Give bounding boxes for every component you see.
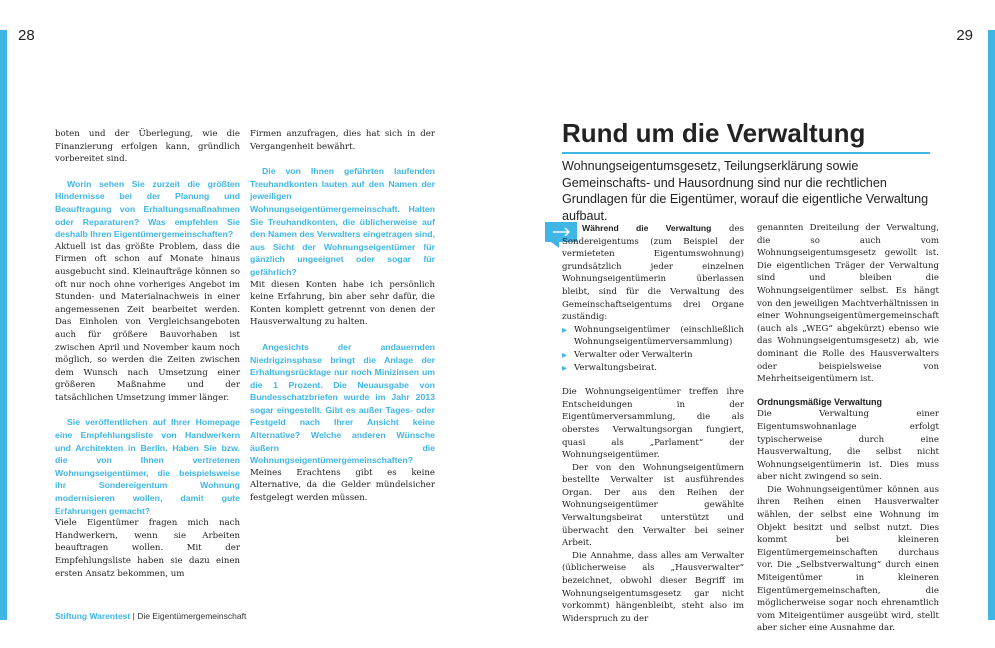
left-accent-bar xyxy=(0,30,7,620)
page-number-right: 29 xyxy=(956,27,973,44)
interview-question: Angesichts der andauernden Niedrigzinsphase bringt die Anlage der Erhaltungsrücklage nur noch Minizinsen um die 1 Prozent. Die Neuausgabe von Bundesschatzbriefen wurde im Jahr 2013 sogar eingestellt. Gibt es außer Tages- oder Festgeld nach Ihrer Ansicht keine Alternative? Welche anderen Wünsche äußern die Wohnungseigentümergemeinschaften? xyxy=(250,341,435,466)
paragraph xyxy=(562,222,744,324)
interview-question: Worin sehen Sie zurzeit die größten Hindernisse bei der Planung und Beauftragung von Erhaltungsmaßnahmen oder Reparaturen? Was empfehlen Sie deshalb Ihren Eigentümergemeinschaften? xyxy=(55,178,240,240)
paragraph: Die Annahme, dass alles am Verwalter (üblicherweise als „Hausverwalter“ bezeichnet, obwohl dieser Begriff im Wohnungseigentumsgesetz gar nicht vorkommt) hängenbleibt, steht also im Widerspruch zu der xyxy=(562,550,744,624)
left-page-column-1 xyxy=(55,128,240,580)
paragraph: Aktuell ist das größte Problem, dass die Firmen oft schon auf Monate hinaus ausgebucht sind. Kleinaufträge können so oft nur noch ohne vorheriges Angebot im Stunden- und Materialnachweis in einer angemessenen Zeit bearbeitet werden. Das Einholen von Vergleichsangeboten auch für größere Bauvorhaben ist zwischen April und November kaum noch möglich, so werden die Zeiten zwischen dem Wunsch nach Umsetzung einer größeren Maßnahme und der tatsächlichen Umsetzung immer länger. xyxy=(55,241,240,403)
paragraph: genannten Dreiteilung der Verwaltung, die so auch vom Wohnungseigentumsgesetz gewollt ist. Die eigentlichen Träger der Verwaltung sind und bleiben die Wohnungseigentümer selbst. Es hängt von den jeweiligen Machtverhältnissen in einer Wohnungseigentümergemeinschaft (auch als „WEG“ abgekürzt) ebenso wie das Wohnungseigentumsgesetz) ab, wie dominant die Rolle des Hausverwalters oder beispielsweise von Mehrheitseigentümern ist. xyxy=(757,223,939,385)
arrow-marker-tail xyxy=(551,242,559,248)
interview-question: Sie veröffentlichen auf Ihrer Homepage eine Empfehlungsliste von Handwerkern und Architekten in Berlin. Haben Sie bzw. die von Ihnen vertretenen Wohnungseigentümer, die beispielsweise ihr Sondereigentum Wohnung modernisieren wollen, damit gute Erfahrungen gemacht? xyxy=(55,417,240,516)
list-item: ▶ Verwaltungsbeirat. xyxy=(562,362,744,375)
paragraph: Meines Erachtens gibt es keine Alternative, da die Gelder mündelsicher festgelegt werden müssen. xyxy=(250,467,435,504)
right-accent-bar xyxy=(988,30,995,620)
paragraph: Die Wohnungseigentümer treffen ihre Entscheidungen in der Eigentümerversammlung, die als oberstes Verwaltungsorgan fungiert, quasi als „Parlament“ der Wohnungseigentümer. xyxy=(562,387,744,461)
list-item: ▶ Wohnungseigentümer (einschließlich Wohnungseigentümerversammlung) xyxy=(562,324,744,349)
organs-list xyxy=(562,324,744,374)
lead-in-phrase: Während die Verwaltung xyxy=(582,223,712,233)
chapter-title: Rund um die Verwaltung xyxy=(562,118,866,148)
chapter-lead: Wohnungseigentumsgesetz, Teilungserklärung sowie Gemeinschafts- und Hausordnung sind nur die rechtlichen Grundlagen für die Eigentümer, worauf die eigentliche Verwaltung aufbaut. xyxy=(562,159,929,223)
right-page-column-1 xyxy=(562,222,744,625)
paragraph-rest: des Sondereigentums (zum Beispiel der vermieteten Eigentumswohnung) grundsätzlich jeder einzelnen Wohnungseigentümerin überlassen bleibt, sind für die Verwaltung des Gemeinschaftseigentums drei Organe zuständig: xyxy=(562,224,744,323)
paragraph: Firmen anzufragen, dies hat sich in der Vergangenheit bewährt. xyxy=(250,129,435,152)
left-page-column-2 xyxy=(250,128,435,505)
list-item: ▶ Verwalter oder Verwalterin xyxy=(562,349,744,362)
footer-section: Die Eigentümergemeinschaft xyxy=(137,611,247,621)
paragraph: Der von den Wohnungseigentümern bestellte Verwalter ist ausführendes Organ. Der aus den Reihen der Wohnungseigentümer gewählte Verwaltungsbeirat unterstützt und überwacht den Verwalter bei seiner Arbeit. xyxy=(562,462,744,549)
paragraph: Die Verwaltung einer Eigentumswohnanlage erfolgt typischerweise durch eine Hausverwaltung, die selbst nicht Wohnungseigentümerin ist. Dies muss aber nicht zwingend so sein. xyxy=(757,409,939,483)
footer-brand: Stiftung Warentest xyxy=(55,611,131,621)
page-number-left: 28 xyxy=(18,27,35,44)
paragraph: boten und der Überlegung, wie die Finanzierung erfolgen kann, gründlich vorbereitet sind. xyxy=(55,129,240,165)
paragraph: Viele Eigentümer fragen mich nach Handwerkern, wenn sie Arbeiten beauftragen wollen. Mit der Empfehlungsliste haben sie dazu einen ersten Ansatz bekommen, um xyxy=(55,518,240,579)
title-underline xyxy=(562,152,930,154)
footer-separator: | xyxy=(130,611,138,621)
interview-question: Die von Ihnen geführten laufenden Treuhandkonten lauten auf den Namen der jeweiligen Wohnungseigentümergemeinschaft. Halten Sie Treuhandkonten, die üblicherweise auf den Namen des Verwalters eingetragen sind, aus Sicht der Wohnungseigentümer für gänzlich ungeeignet oder sogar für gefährlich? xyxy=(250,166,435,277)
paragraph: Die Wohnungseigentümer können aus ihren Reihen einen Hausverwalter wählen, der selbst eine Wohnung im Objekt besitzt und selbst nutzt. Dies kommt bei kleineren Eigentümergemeinschaften durchaus vor. Die „Selbstverwaltung“ durch einen Miteigentümer in kleineren Eigentümergemeinschaften, die möglicherweise sogar noch ehrenamtlich vom Miteigentümer ausgeübt wird, stellt aber sicher eine Ausnahme dar. xyxy=(757,484,939,634)
right-page-column-2 xyxy=(757,222,939,635)
section-subheading: Ordnungsmäßige Verwaltung xyxy=(757,396,883,407)
paragraph: Mit diesen Konten habe ich persönlich keine Erfahrung, bin aber sehr dafür, die Konten komplett getrennt von denen der Hausverwaltung zu halten. xyxy=(250,279,435,328)
running-footer xyxy=(55,611,246,621)
